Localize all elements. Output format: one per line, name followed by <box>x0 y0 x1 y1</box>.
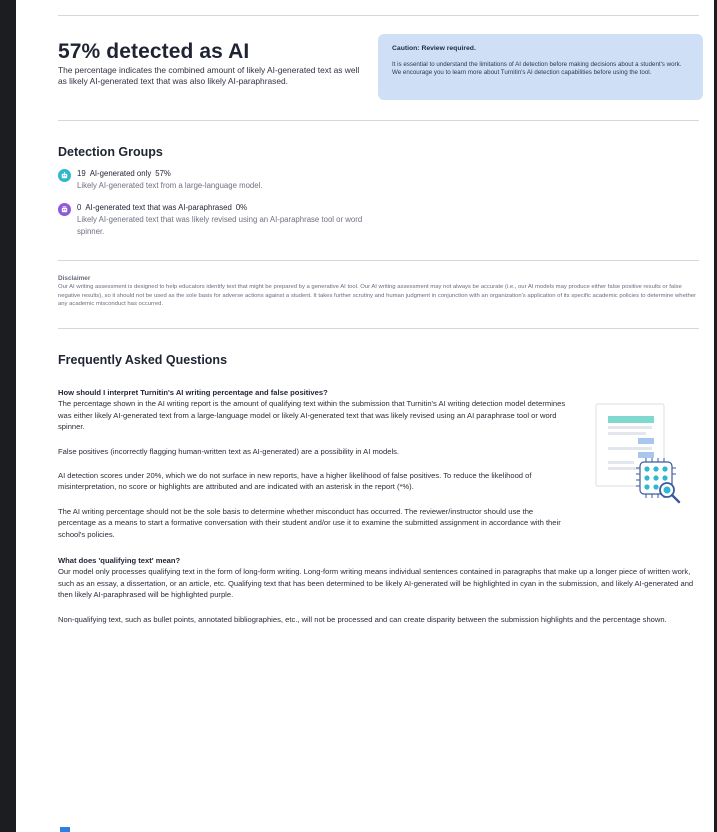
page-indicator <box>60 827 70 832</box>
faq-answer <box>58 555 698 600</box>
faq-paragraph: Our model only processes qualifying text in the form of long-form writing. Long-form writing means individual sentences contained in paragraphs that make up a longer piece of written work, such as an essay, a dissertation, or an article, etc. Qualifying text that has been determined to be likely AI-generated will be highlighted in cyan in the submission, and likely AI-generated and then likely AI-paraphrased will be highlighted purple. <box>58 567 694 599</box>
ai-detection-headline: 57% detected as AI <box>58 40 250 63</box>
group-label: AI-generated text that was AI-paraphrased <box>85 203 232 212</box>
divider <box>58 328 699 329</box>
group-description: Likely AI-generated text that was likely revised using an AI-paraphrase tool or word spinner. <box>77 215 363 236</box>
group-count: 0 <box>77 203 82 212</box>
disclaimer-body: Our AI writing assessment is designed to help educators identify text that might be prepared by a generative AI tool. Our AI writing assessment may not always be accurate (i.e., our AI models may produce either false positive results or false negative results), so it should not be used as the sole basis for adverse actions against a student. It takes further scrutiny and human judgment in conjunction with an organization's application of its specific academic policies to determine whether any academic misconduct has occurred. <box>58 284 696 308</box>
document-scan-illustration <box>594 402 688 510</box>
caution-heading: Caution: Review required. <box>392 45 476 52</box>
faq-question: How should I interpret Turnitin's AI writing percentage and false positives? <box>58 388 328 397</box>
group-percent: 0% <box>235 203 248 212</box>
paraphrase-icon <box>58 203 71 216</box>
group-label: AI-generated only <box>89 169 152 178</box>
group-percent: 57% <box>155 169 171 178</box>
detection-groups-heading: Detection Groups <box>58 145 163 159</box>
left-screen-edge <box>0 0 16 832</box>
faq-question: What does 'qualifying text' mean? <box>58 556 181 565</box>
caution-callout <box>378 34 703 100</box>
caution-body: It is essential to understand the limitations of AI detection before making decisions about a student's work. We encourage you to learn more about Turnitin's AI detection capabilities before using the tool. <box>392 61 682 77</box>
faq-paragraph: False positives (incorrectly flagging human-written text as AI-generated) are a possibility in AI models. <box>58 447 400 456</box>
headline-description: The percentage indicates the combined amount of likely AI-generated text as well as likely AI-generated text that was also likely AI-paraphrased. <box>58 65 360 86</box>
disclaimer-heading: Disclaimer <box>58 275 91 282</box>
faq-paragraph: AI detection scores under 20%, which we do not surface in new reports, have a higher likelihood of false positives. To reduce the likelihood of misinterpretation, no score or highlights are attributed and are indicated with an asterisk in the report (*%). <box>58 471 532 492</box>
faq-paragraph: The percentage shown in the AI writing report is the amount of qualifying text within the submission that Turnitin's AI writing detection model determines was either likely AI-generated text from a large-language model or likely AI-generated text that was likely revised using an AI paraphrase tool or word spinner. <box>58 399 566 431</box>
faq-paragraph: The AI writing percentage should not be the sole basis to determine whether misconduct has occurred. The reviewer/instructor should use the percentage as a means to start a formative conversation with their student and/or use it to examine the submitted assignment in accordance with their school's policies. <box>58 507 561 539</box>
group-count: 19 <box>77 169 86 178</box>
divider <box>58 15 699 16</box>
faq-answer <box>58 387 568 432</box>
divider <box>58 260 699 261</box>
divider <box>58 120 699 121</box>
group-description: Likely AI-generated text from a large-language model. <box>77 181 263 190</box>
robot-icon <box>58 169 71 182</box>
faq-heading: Frequently Asked Questions <box>58 353 228 367</box>
faq-paragraph: Non-qualifying text, such as bullet points, annotated bibliographies, etc., will not be processed and can create disparity between the submission highlights and the percentage shown. <box>58 615 667 624</box>
